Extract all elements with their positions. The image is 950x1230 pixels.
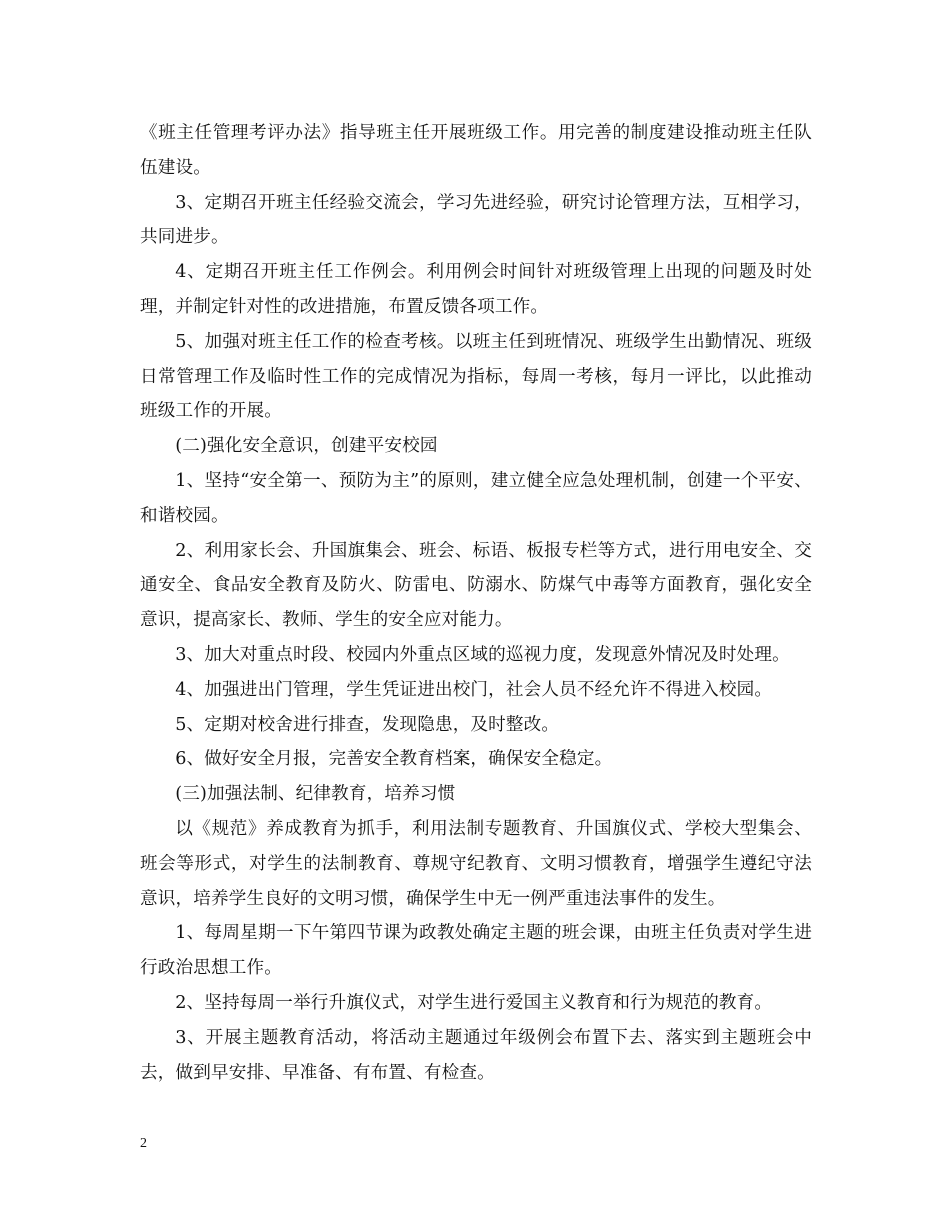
- paragraph-13: 以《规范》养成教育为抓手，利用法制专题教育、升国旗仪式、学校大型集会、班会等形式，对学生的法制教育、尊规守纪教育、文明习惯教育，增强学生遵纪守法意识，培养学生良好的文明习惯，确保学生中无一例严重违法事件的发生。: [140, 818, 812, 909]
- paragraph-4: 5、加强对班主任工作的检查考核。以班主任到班情况、班级学生出勤情况、班级日常管理工作及临时性工作的完成情况为指标，每周一考核，每月一评比，以此推动班级工作的开展。: [140, 331, 812, 422]
- paragraph-16: 3、开展主题教育活动，将活动主题通过年级例会布置下去、落实到主题班会中去，做到早安排、早准备、有布置、有检查。: [140, 1027, 812, 1083]
- paragraph-1: 《班主任管理考评办法》指导班主任开展班级工作。用完善的制度建设推动班主任队伍建设。: [140, 123, 812, 178]
- paragraph-15: 2、坚持每周一举行升旗仪式，对学生进行爱国主义教育和行为规范的教育。: [175, 992, 773, 1013]
- document-body: [140, 116, 812, 1090]
- paragraph-14: 1、每周星期一下午第四节课为政教处确定主题的班会课，由班主任负责对学生进行政治思想工作。: [140, 923, 812, 979]
- paragraph-7: 2、利用家长会、升国旗集会、班会、标语、板报专栏等方式，进行用电安全、交通安全、食品安全教育及防火、防雷电、防溺水、防煤气中毒等方面教育，强化安全意识，提高家长、教师、学生的安全应对能力。: [140, 540, 812, 631]
- paragraph-9: 4、加强进出门管理，学生凭证进出校门，社会人员不经允许不得进入校园。: [175, 679, 773, 700]
- paragraph-8: 3、加大对重点时段、校园内外重点区域的巡视力度，发现意外情况及时处理。: [175, 644, 790, 665]
- paragraph-11: 6、做好安全月报，完善安全教育档案，确保安全稳定。: [175, 749, 613, 770]
- page-number: 2: [140, 1136, 147, 1151]
- section-heading-3: (三)加强法制、纪律教育，培养习惯: [175, 784, 456, 805]
- paragraph-6: 1、坚持“安全第一、预防为主”的原则，建立健全应急处理机制，创建一个平安、和谐校园。: [140, 470, 812, 526]
- paragraph-2: 3、定期召开班主任经验交流会，学习先进经验，研究讨论管理方法，互相学习，共同进步。: [140, 192, 812, 248]
- paragraph-3: 4、定期召开班主任工作例会。利用例会时间针对班级管理上出现的问题及时处理，并制定针对性的改进措施，布置反馈各项工作。: [140, 262, 812, 317]
- section-heading-2: (二)强化安全意识，创建平安校园: [175, 436, 438, 457]
- paragraph-10: 5、定期对校舍进行排查，发现隐患，及时整改。: [175, 714, 560, 735]
